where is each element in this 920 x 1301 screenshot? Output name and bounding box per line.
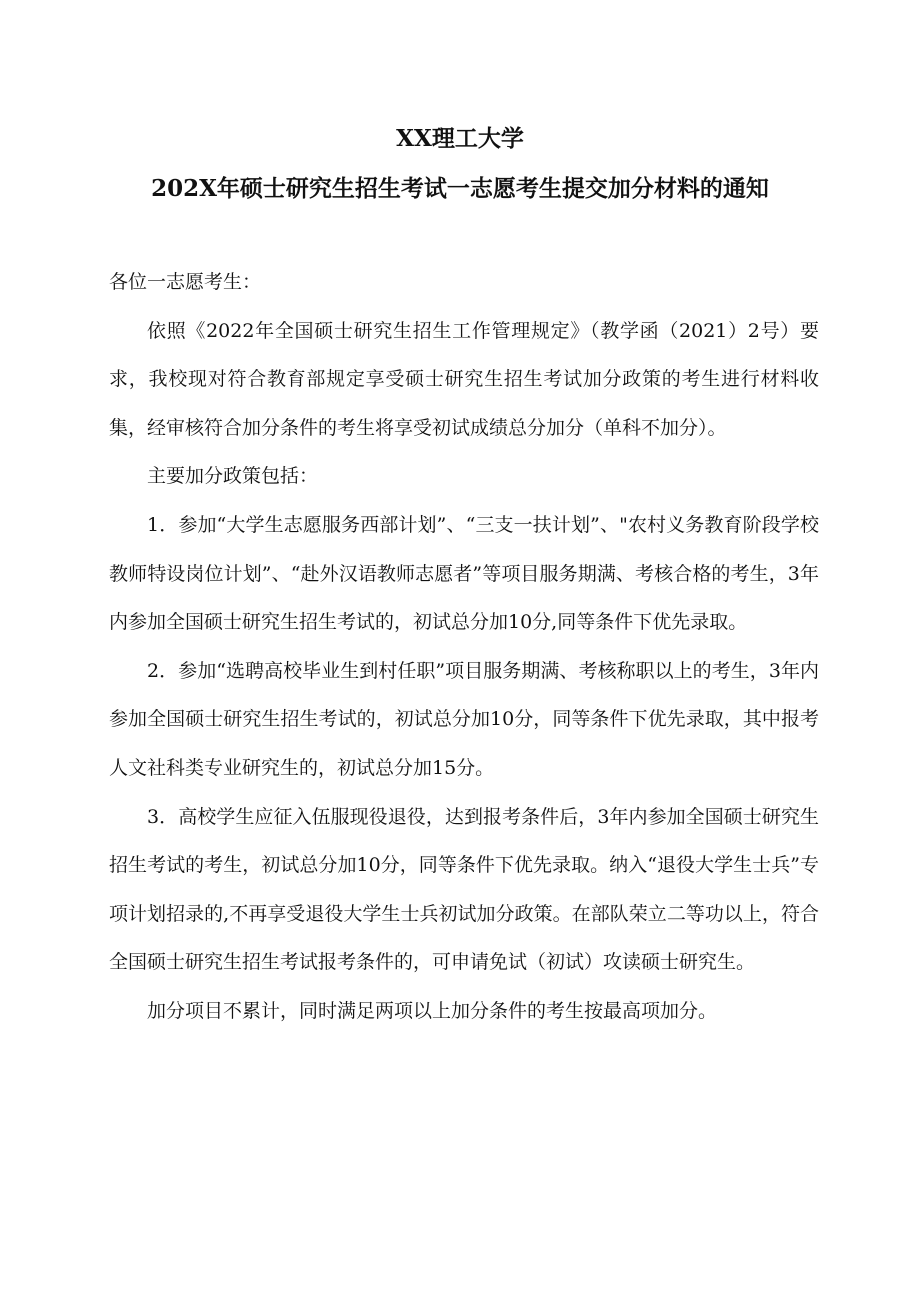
notice-title: 202X年硕士研究生招生考试一志愿考生提交加分材料的通知 [151,175,769,202]
paragraph-policy-1: 1．参加“大学生志愿服务西部计划”、“三支一扶计划”、"农村义务教育阶段学校教师特设岗位计划”、“赴外汉语教师志愿者”等项目服务期满、考核合格的考生，3年内参加全国硕士研究生招生考试的，初试总分加10分,同等条件下优先录取。 [109,513,819,634]
salutation: 各位一志愿考生： [109,271,262,293]
notice-body [109,258,819,1036]
paragraph-policy-intro: 主要加分政策包括： [147,465,319,488]
paragraph-policy-3: 3．高校学生应征入伍服现役退役，达到报考条件后，3年内参加全国硕士研究生招生考试的考生，初试总分加10分，同等条件下优先录取。纳入“退役大学生士兵”专项计划招录的,不再享受退役大学生士兵初试加分政策。在部队荣立二等功以上，符合全国硕士研究生招生考试报考条件的，可申请免试（初试）攻读硕士研究生。 [109,805,819,974]
university-title: XX理工大学 [396,125,524,152]
paragraph-basis: 依照《2022年全国硕士研究生招生工作管理规定》（教学函（2021）2号）要求，我校现对符合教育部规定享受硕士研究生招生考试加分政策的考生进行材料收集，经审核符合加分条件的考生将享受初试成绩总分加分（单科不加分）。 [109,319,819,439]
paragraph-policy-2: 2．参加“选聘高校毕业生到村任职”项目服务期满、考核称职以上的考生，3年内参加全国硕士研究生招生考试的，初试总分加10分，同等条件下优先录取，其中报考人文社科类专业研究生的，初试总分加15分。 [109,659,819,779]
paragraph-non-cumulative: 加分项目不累计，同时满足两项以上加分条件的考生按最高项加分。 [147,999,718,1022]
